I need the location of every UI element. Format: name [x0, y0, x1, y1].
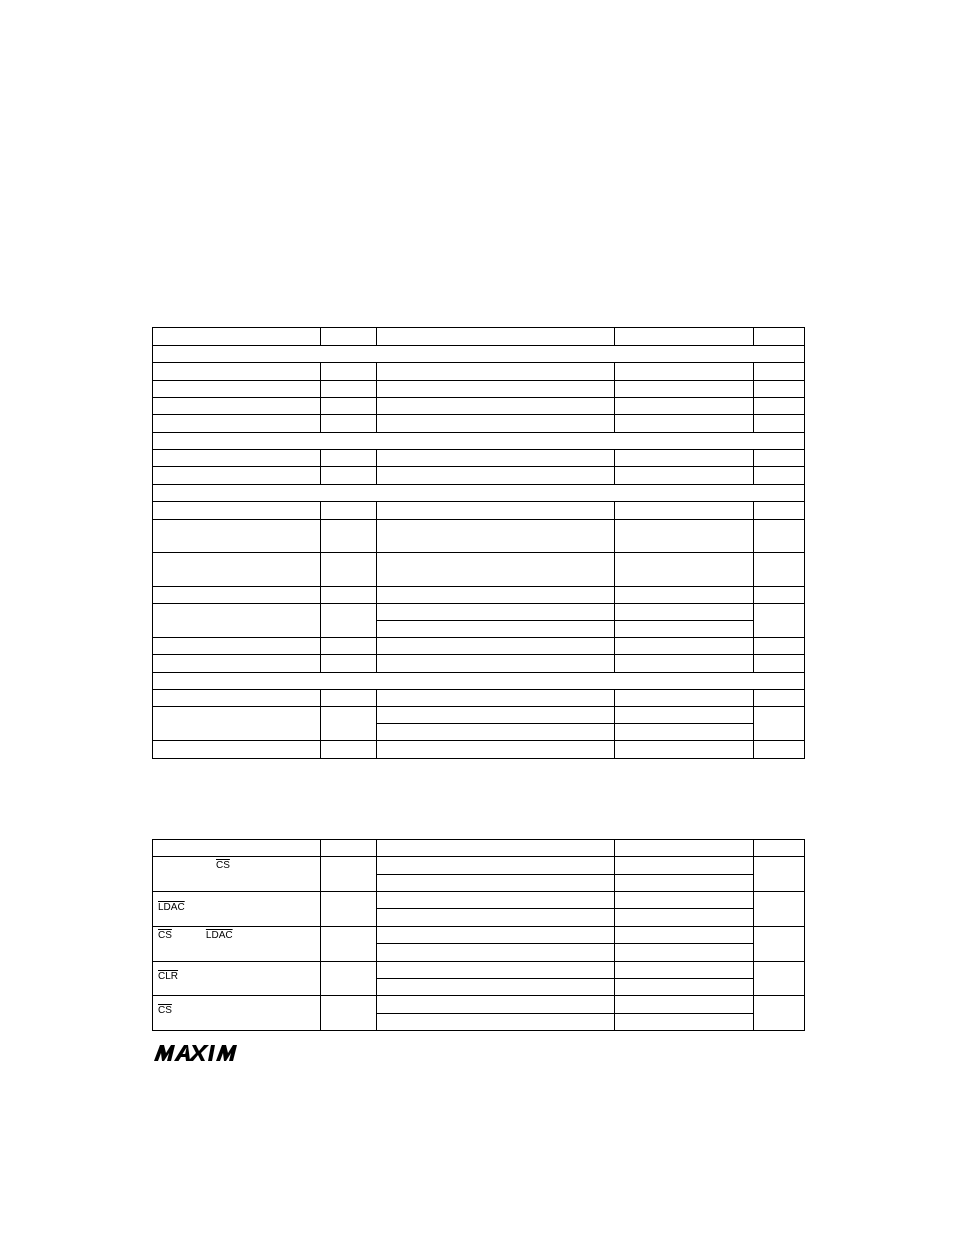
table-row [153, 467, 805, 485]
table-row [153, 892, 805, 909]
table-row [153, 398, 805, 415]
table-row [153, 363, 805, 381]
header-symbol [321, 328, 377, 346]
table-row [153, 741, 805, 759]
header-conditions [377, 328, 615, 346]
table-row [153, 707, 805, 724]
section-row [153, 485, 805, 502]
header-min-typ-max [615, 840, 754, 857]
signal-ldac: LDAC [158, 902, 185, 913]
table-row [153, 381, 805, 398]
signal-cs: $\overline{CS}$ [158, 930, 172, 941]
header-parameter [153, 840, 321, 857]
section-row [153, 673, 805, 690]
table-row [153, 520, 805, 553]
table-row [153, 962, 805, 979]
table-header-row [153, 328, 805, 346]
header-min-typ-max [615, 328, 754, 346]
header-units [754, 840, 805, 857]
table-header-row [153, 840, 805, 857]
electrical-characteristics-table [152, 327, 805, 759]
parameter-cell [153, 996, 321, 1031]
table-row [153, 655, 805, 673]
header-units [754, 328, 805, 346]
section-row [153, 433, 805, 450]
table-row [153, 553, 805, 587]
parameter-cell [153, 857, 321, 892]
table-row [153, 604, 805, 621]
table-row [153, 690, 805, 707]
header-symbol [321, 840, 377, 857]
table-row [153, 996, 805, 1014]
table-row [153, 857, 805, 875]
signal-ldac: LDAC [205, 930, 233, 941]
parameter-cell [153, 927, 321, 962]
signal-cs: $\overline{CS}$ [216, 860, 230, 871]
parameter-cell [153, 892, 321, 927]
section-row [153, 346, 805, 363]
header-conditions [377, 840, 615, 857]
table-row [153, 450, 805, 467]
signal-clr: $\overline{CLR}$ [158, 971, 179, 982]
timing-characteristics-table [152, 839, 805, 1031]
table-row [153, 415, 805, 433]
header-parameter [153, 328, 321, 346]
parameter-cell [153, 962, 321, 996]
table-row [153, 927, 805, 944]
table-row [153, 587, 805, 604]
table-row [153, 638, 805, 655]
maxim-logo [154, 1044, 246, 1062]
signal-cs: $\overline{CS}$ [158, 1005, 172, 1016]
table-row [153, 502, 805, 520]
